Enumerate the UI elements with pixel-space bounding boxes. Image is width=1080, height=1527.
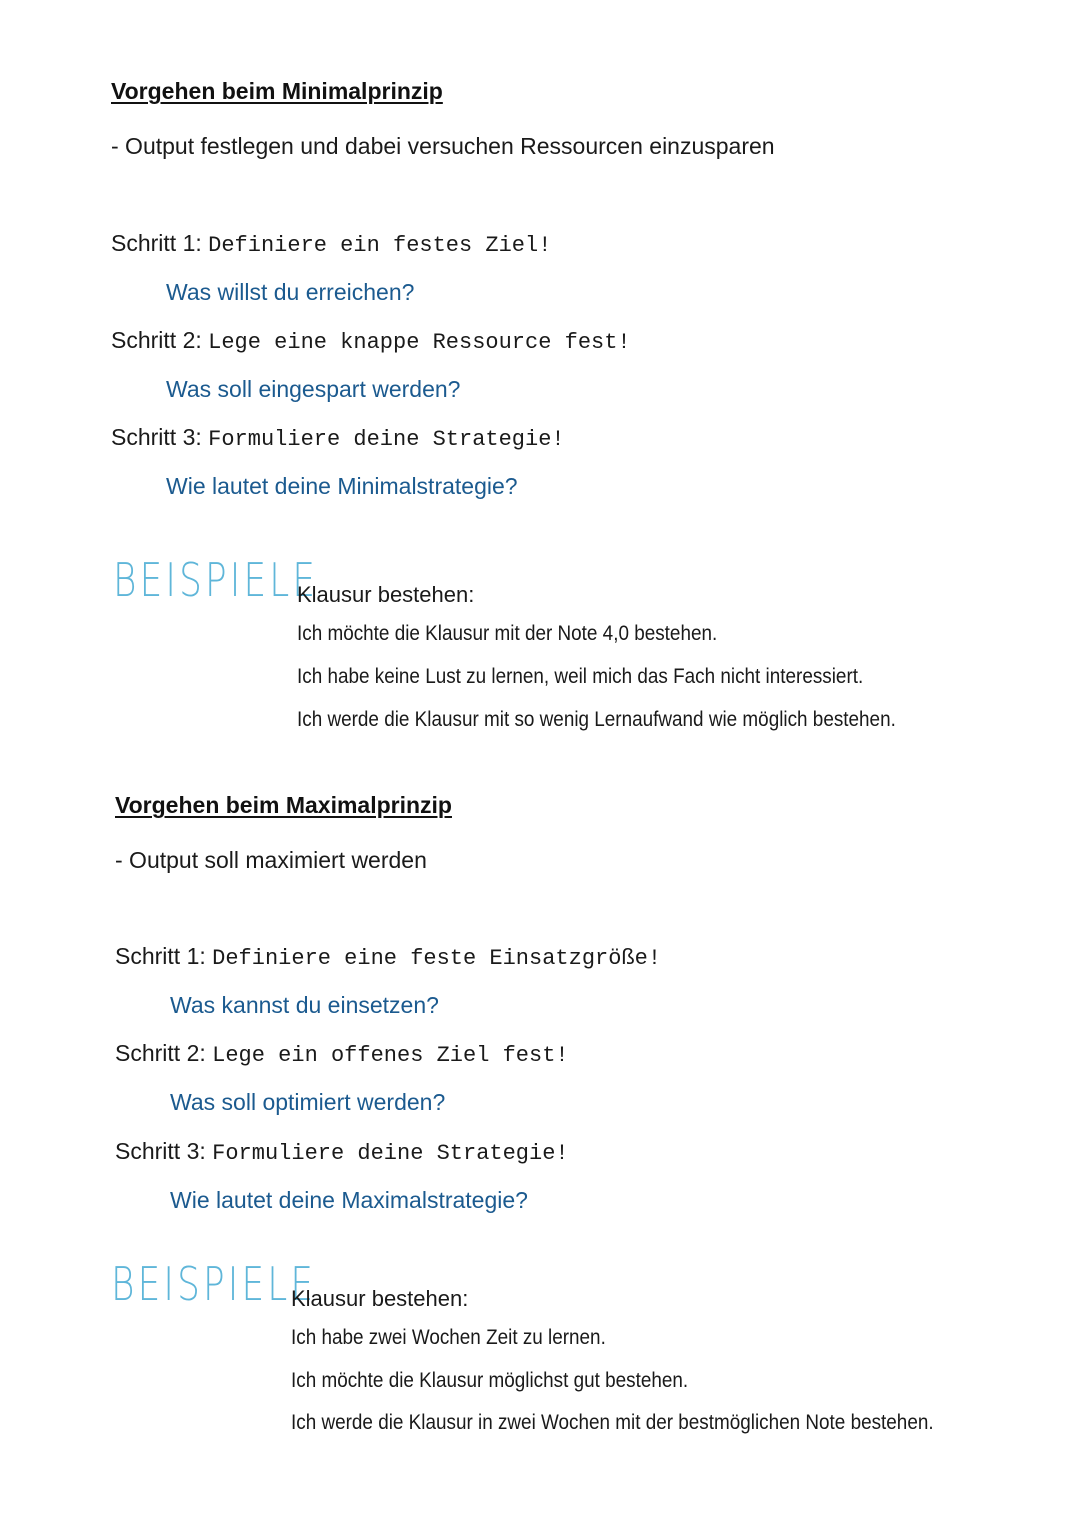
intro-minimalprinzip: - Output festlegen und dabei versuchen Ressourcen einzusparen [111,133,775,159]
example-line: Ich möchte die Klausur mit der Note 4,0 bestehen. [297,622,718,645]
step-3-maximal [115,1138,569,1166]
step-label: Schritt 3: [115,1138,206,1164]
step-text: Lege ein offenes Ziel fest! [212,1043,569,1068]
example-title-minimal: Klausur bestehen: [297,582,475,607]
example-title-maximal: Klausur bestehen: [291,1286,469,1311]
example-line: Ich möchte die Klausur möglichst gut bestehen. [291,1369,689,1392]
step-label: Schritt 2: [115,1040,206,1066]
heading-maximalprinzip: Vorgehen beim Maximalprinzip [115,792,452,818]
beispiele-label-minimal: BEISPIELE [113,553,319,607]
step-1-maximal [115,943,661,971]
step-label: Schritt 3: [111,424,202,450]
example-line: Ich habe zwei Wochen Zeit zu lernen. [291,1326,606,1349]
step-2-question-maximal: Was soll optimiert werden? [170,1089,446,1115]
step-label: Schritt 2: [111,327,202,353]
step-2-question-minimal: Was soll eingespart werden? [166,376,461,402]
step-3-minimal [111,424,565,452]
step-3-question-maximal: Wie lautet deine Maximalstrategie? [170,1187,528,1213]
step-1-question-maximal: Was kannst du einsetzen? [170,992,439,1018]
example-line: Ich werde die Klausur in zwei Wochen mit der bestmöglichen Note bestehen. [291,1411,934,1434]
step-text: Definiere ein festes Ziel! [208,233,552,258]
step-2-minimal [111,327,631,355]
step-1-minimal [111,230,551,258]
step-text: Definiere eine feste Einsatzgröße! [212,946,662,971]
step-label: Schritt 1: [111,230,202,256]
intro-maximalprinzip: - Output soll maximiert werden [115,847,427,873]
beispiele-label-maximal: BEISPIELE [111,1257,317,1311]
example-line: Ich werde die Klausur mit so wenig Lernaufwand wie möglich bestehen. [297,708,896,731]
example-line: Ich habe keine Lust zu lernen, weil mich das Fach nicht interessiert. [297,665,864,688]
step-text: Formuliere deine Strategie! [208,427,565,452]
step-text: Formuliere deine Strategie! [212,1141,569,1166]
heading-minimalprinzip: Vorgehen beim Minimalprinzip [111,78,443,104]
step-3-question-minimal: Wie lautet deine Minimalstrategie? [166,473,518,499]
step-1-question-minimal: Was willst du erreichen? [166,279,415,305]
step-text: Lege eine knappe Ressource fest! [208,330,631,355]
step-label: Schritt 1: [115,943,206,969]
step-2-maximal [115,1040,569,1068]
